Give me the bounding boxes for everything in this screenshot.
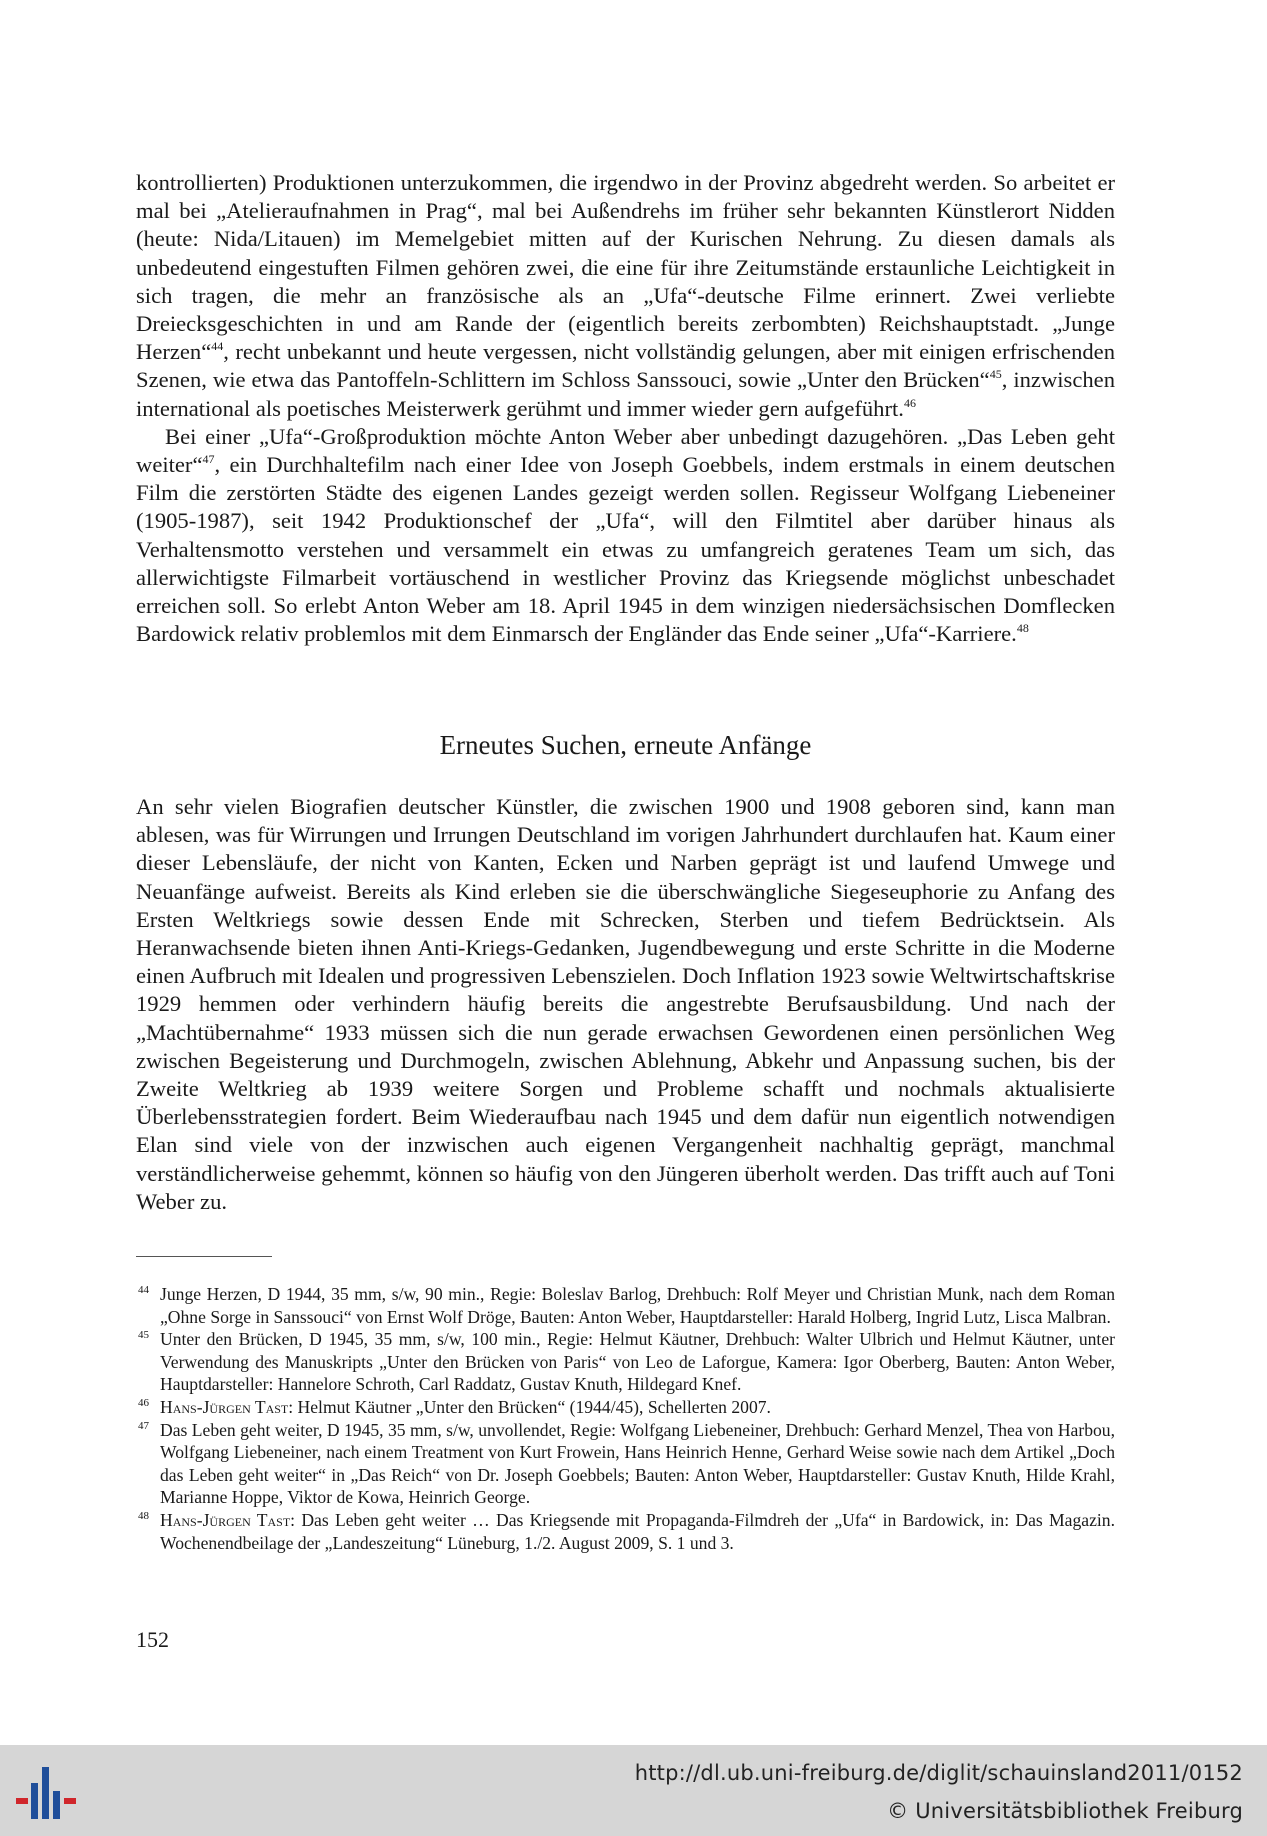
footnote-text: Junge Herzen, D 1944, 35 mm, s/w, 90 min., Regie: Boleslav Barlog, Drehbuch: Rolf Meyer und Christian Munk, nach dem Roman „Ohne Sorge in Sanssouci“ von Ernst Wolf Dröge, Bauten: Anton Weber, Hauptdarsteller: Harald Holberg, Ingrid Lutz, Lisca Malbran. — [160, 1284, 1115, 1327]
paragraph: kontrollierten) Produktionen unterzukommen, die irgendwo in der Provinz abgedreht werden. So arbeitet er mal bei „Atelieraufnahmen in Prag“, mal bei Außendrehs im früher sehr bekannten Künstlerort Nidden (heute: Nida/Litauen) im Memelgebiet mitten auf der Kurischen Nehrung. Zu diesen damals als unbedeutend eingestuften Filmen gehören zwei, die eine für ihre Zeitumstände erstaunliche Leichtigkeit in sich tragen, die mehr an französische als an „Ufa“-deutsche Filme erinnert. Zwei verliebte Dreiecksgeschichten in und am Rande der (eigentlich bereits zerbombten) Reichshauptstadt. „Junge Herzen“$^{44}$, recht unbekannt und heute vergessen, nicht vollständig gelungen, aber mit einigen erfrischenden Szenen, wie etwa das Pantoffeln-Schlittern im Schloss Sanssouci, sowie „Unter den Brücken“$^{45}$, inzwischen international als poetisches Meisterwerk gerühmt und immer wieder gern aufgeführt.$^{46}$ — [136, 170, 1115, 421]
footnote-48 — [136, 1509, 1115, 1554]
footnote-ref-44[interactable]: 44 — [211, 339, 224, 354]
footnote-number: 44 — [138, 1284, 149, 1296]
source-url-link[interactable]: http://dl.ub.uni-freiburg.de/diglit/schauinsland2011/0152 — [634, 1761, 1243, 1785]
footnote-text: : Das Leben geht weiter … Das Kriegsende mit Propaganda-Filmdreh der „Ufa“ in Bardowick, in: Das Magazin. Wochenendbeilage der „Landeszeitung“ Lüneburg, 1./2. August 2009, S. 1 und 3. — [160, 1509, 1115, 1553]
footnote-number: 48 — [138, 1509, 149, 1522]
footnote-ref-48[interactable]: 48 — [1016, 621, 1029, 636]
footnote-47 — [136, 1419, 1115, 1509]
footnote-text: : Helmut Käutner „Unter den Brücken“ (1944/45), Schellerten 2007. — [288, 1396, 771, 1417]
footnote-45 — [136, 1328, 1115, 1396]
footnote-ref-45[interactable]: 45 — [989, 367, 1002, 382]
footnote-author: Hans-Jürgen Tast — [160, 1509, 291, 1530]
footer-bar — [0, 1745, 1267, 1836]
footnote-number: 46 — [138, 1396, 149, 1409]
paragraph: Bei einer „Ufa“-Großproduktion möchte Anton Weber aber unbedingt dazugehören. „Das Leben geht weiter“$^{47}$, ein Durchhaltefilm nach einer Idee von Joseph Goebbels, indem erstmals in einem deutschen Film die zerstörten Städte des eigenen Landes gezeigt werden sollen. Regisseur Wolfgang Liebeneiner (1905-1987), seit 1942 Produktionschef der „Ufa“, will den Filmtitel aber darüber hinaus als Verhaltensmotto verstehen und versammelt ein etwas zu umfangreich geratenes Team um sich, das allerwichtigste Filmarbeit vortäuschend in westlicher Provinz das Kriegsende möglichst unbeschadet erreichen soll. So erlebt Anton Weber am 18. April 1945 in dem winzigen niedersächsischen Domflecken Bardowick relativ problemlos mit dem Einmarsch der Engländer das Ende seiner „Ufa“-Karriere.$^{48}$ — [136, 423, 1115, 647]
footnote-ref-46[interactable]: 46 — [903, 395, 916, 410]
section-heading: Erneutes Suchen, erneute Anfänge — [439, 730, 812, 760]
paragraph: An sehr vielen Biografien deutscher Künstler, die zwischen 1900 und 1908 geboren sind, kann man ablesen, was für Wirrungen und Irrungen Deutschland im vorigen Jahrhundert durchlaufen hat. Kaum einer dieser Lebensläufe, der nicht von Kanten, Ecken und Narben geprägt ist und laufend Umwege und Neuanfänge aufweist. Bereits als Kind erleben sie die überschwängliche Siegeseuphorie zu Anfang des Ersten Weltkriegs sowie dessen Ende mit Schrecken, Sterben und tiefem Bedrücktsein. Als Heranwachsende bieten ihnen Anti-Kriegs-Gedanken, Jugendbewegung und erste Schritte in die Moderne einen Aufbruch mit Idealen und progressiven Lebenszielen. Doch Inflation 1923 sowie Weltwirtschaftskrise 1929 hemmen oder verhindern häufig bereits die angestrebte Berufsausbildung. Und nach der „Machtübernahme“ 1933 müssen sich die nun gerade erwachsen Gewordenen einen persönlichen Weg zwischen Begeisterung und Durchmogeln, zwischen Ablehnung, Abkehr und Anpassung suchen, bis der Zweite Weltkrieg ab 1939 weitere Sorgen und Probleme schafft und nochmals aktualisierte Überlebensstrategien fordert. Beim Wiederaufbau nach 1945 und dem dafür nun eigentlich notwendigen Elan sind viele von der inzwischen auch eigenen Vergangenheit nachhaltig geprägt, manchmal verständlicherweise gehemmt, können so häufig von den Jüngeren überholt werden. Das trifft auch auf Toni Weber zu. — [136, 794, 1115, 1214]
footnote-text: Unter den Brücken, D 1945, 35 mm, s/w, 100 min., Regie: Helmut Käutner, Drehbuch: Walter Ulbrich und Helmut Käutner, unter Verwendung des Manuskripts „Unter den Brücken von Paris“ von Leo de Laforgue, Kamera: Igor Oberberg, Bauten: Anton Weber, Hauptdarsteller: Hannelore Schroth, Carl Raddatz, Gustav Knuth, Hildegard Knef. — [160, 1329, 1115, 1395]
footnote-divider — [136, 1256, 272, 1257]
copyright-text: © Universitätsbibliothek Freiburg — [887, 1799, 1243, 1823]
footnote-number: 45 — [138, 1329, 149, 1342]
footnote-text: Das Leben geht weiter, D 1945, 35 mm, s/w, unvollendet, Regie: Wolfgang Liebeneiner, Drehbuch: Gerhard Menzel, Thea von Harbou, Wolfgang Liebeneiner, nach einem Treatment von Kurt Frowein, Hans Heinrich Henne, Gerhard Weise sowie nach dem Artikel „Doch das Leben geht weiter“ in „Das Reich“ von Dr. Joseph Goebbels; Bauten: Anton Weber, Hauptdarsteller: Gustav Knuth, Hilde Krahl, Marianne Hoppe, Viktor de Kowa, Heinrich George. — [160, 1419, 1115, 1508]
body-text-block-1 — [136, 169, 1115, 648]
footnote-44 — [136, 1283, 1115, 1328]
body-text-block-2 — [136, 793, 1115, 1216]
ub-freiburg-logo-icon[interactable] — [16, 1763, 80, 1827]
footnote-ref-47[interactable]: 47 — [202, 452, 215, 467]
footnotes — [136, 1283, 1115, 1554]
footnote-author: Hans-Jürgen Tast — [160, 1396, 289, 1417]
footnote-46 — [136, 1396, 1115, 1419]
footnote-number: 47 — [138, 1419, 149, 1432]
page-number: 152 — [136, 1627, 169, 1652]
